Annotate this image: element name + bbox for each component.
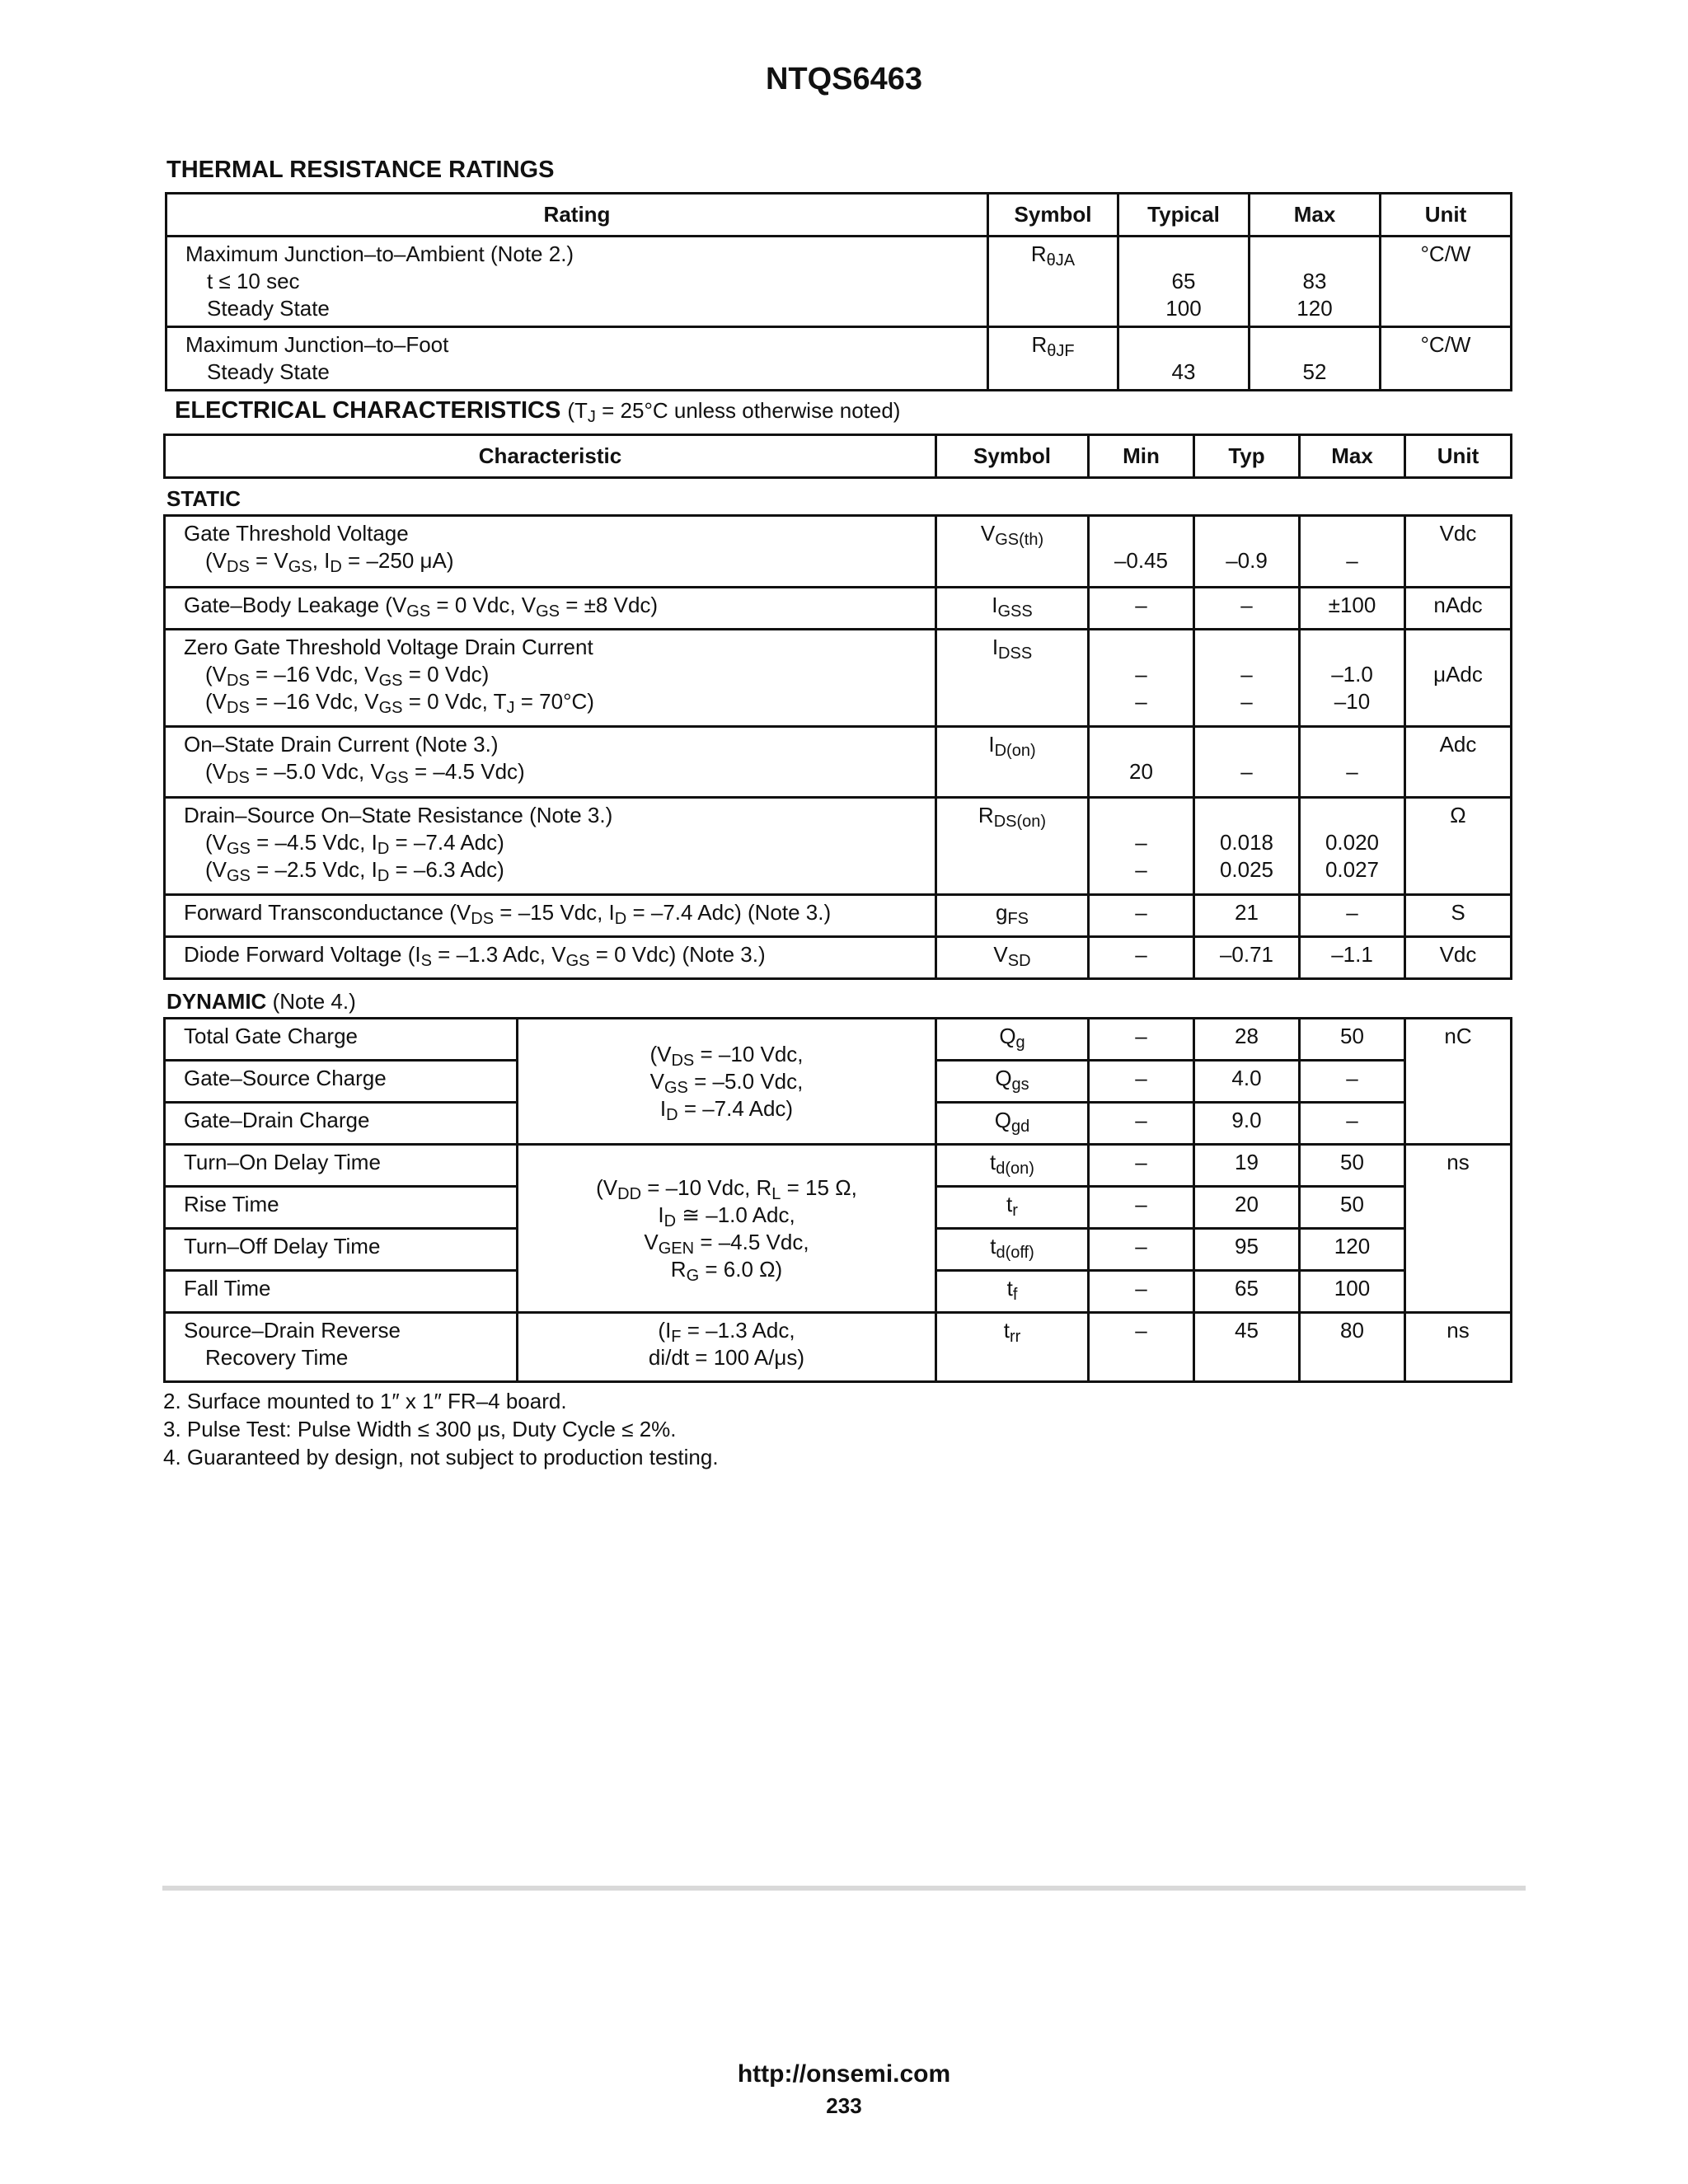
typ-cell: – [1194, 727, 1300, 798]
col-header-rating: Rating [166, 194, 988, 237]
characteristic-name: Source–Drain Reverse [184, 1318, 401, 1343]
table-row [166, 237, 1512, 327]
max-cell: –1.1 [1300, 937, 1405, 979]
min-cell: – [1089, 1313, 1194, 1382]
min-cell: – [1089, 895, 1194, 937]
electrical-condition: ($T_J = 25^\circ C$ unless otherwise noted) [567, 398, 901, 426]
col-header-max: Max [1300, 435, 1405, 478]
table-row [165, 516, 1512, 588]
rating-condition: Steady State [207, 359, 330, 384]
max-cell: 120 [1300, 1229, 1405, 1271]
characteristic-name: Turn–On Delay Time [165, 1145, 518, 1187]
max-cell: ±100 [1300, 588, 1405, 630]
symbol-cell: $R_{\theta JF}$ [988, 327, 1118, 391]
symbol-cell: $Q_{gd}$ [936, 1103, 1089, 1145]
characteristic-name: Rise Time [165, 1187, 518, 1229]
min-cell: – – [1089, 630, 1194, 727]
characteristic-name: On–State Drain Current (Note 3.) [184, 732, 499, 757]
footnote: 3. Pulse Test: Pulse Width ≤ 300 μs, Duty Cycle ≤ 2%. [163, 1417, 677, 1441]
col-header-unit: Unit [1381, 194, 1512, 237]
max-cell: 50 [1300, 1019, 1405, 1061]
test-condition: ($V_{DD} = -10$ Vdc, $R_L = 15$ Ω, $I_D$ ≅ –1.0 Adc, $V_{GEN} = -4.5$ Vdc, $R_G = 6.0$ Ω) [518, 1145, 936, 1313]
min-cell: – [1089, 1229, 1194, 1271]
typ-cell: 45 [1194, 1313, 1300, 1382]
typ-cell: 65 [1194, 1271, 1300, 1313]
min-cell: – [1089, 1187, 1194, 1229]
table-row [165, 727, 1512, 798]
table-row [165, 895, 1512, 937]
col-header-symbol: Symbol [936, 435, 1089, 478]
footnote: 2. Surface mounted to 1″ x 1″ FR–4 board. [163, 1389, 567, 1413]
typ-cell: 0.018 0.025 [1194, 798, 1300, 895]
dynamic-table [163, 1017, 1512, 1383]
table-row [165, 588, 1512, 630]
static-label: STATIC [166, 486, 241, 511]
static-table [163, 514, 1512, 980]
unit-cell: nC [1405, 1019, 1512, 1145]
unit-cell: Ω [1405, 798, 1512, 895]
typ-cell: –0.71 [1194, 937, 1300, 979]
test-condition: ($V_{GS} = -4.5$ Vdc, $I_D = -7.4$ Adc) [205, 830, 504, 858]
col-header-min: Min [1089, 435, 1194, 478]
characteristic-name: Diode Forward Voltage ($I_S = -1.3$ Adc, $V_{GS} = 0$ Vdc) (Note 3.) [165, 937, 936, 979]
col-header-characteristic: Characteristic [165, 435, 936, 478]
typ-cell: 4.0 [1194, 1061, 1300, 1103]
min-cell: – [1089, 1271, 1194, 1313]
typ-cell: 20 [1194, 1187, 1300, 1229]
table-row [165, 798, 1512, 895]
electrical-header-row [165, 435, 1512, 478]
rating-condition: Steady State [207, 296, 330, 321]
characteristic-name: Drain–Source On–State Resistance (Note 3.) [184, 803, 613, 827]
table-row [165, 630, 1512, 727]
typ-cell: – – [1194, 630, 1300, 727]
typ-cell: 28 [1194, 1019, 1300, 1061]
test-condition: ($V_{GS} = -2.5$ Vdc, $I_D = -6.3$ Adc) [205, 857, 504, 885]
symbol-cell: $R_{DS(on)}$ [936, 798, 1089, 895]
thermal-header-row [166, 194, 1512, 237]
min-cell: – [1089, 588, 1194, 630]
min-cell: –0.45 [1089, 516, 1194, 588]
max-cell: – [1300, 727, 1405, 798]
symbol-cell: $t_{d(on)}$ [936, 1145, 1089, 1187]
symbol-cell: $I_{D(on)}$ [936, 727, 1089, 798]
rating-name: Maximum Junction–to–Ambient (Note 2.) [185, 241, 574, 266]
max-cell: 83 120 [1250, 237, 1381, 327]
part-number-title: NTQS6463 [765, 62, 923, 96]
characteristic-name: Fall Time [165, 1271, 518, 1313]
symbol-cell: $t_{rr}$ [936, 1313, 1089, 1382]
characteristic-name: Turn–Off Delay Time [165, 1229, 518, 1271]
unit-cell: μAdc [1405, 630, 1512, 727]
footer-url[interactable]: http://onsemi.com [737, 2060, 951, 2088]
col-header-unit: Unit [1405, 435, 1512, 478]
min-cell: 20 [1089, 727, 1194, 798]
max-cell: – [1300, 1061, 1405, 1103]
table-row [166, 327, 1512, 391]
typ-cell: – [1194, 588, 1300, 630]
characteristic-name: Forward Transconductance ($V_{DS} = -15$ Vdc, $I_D = -7.4$ Adc) (Note 3.) [165, 895, 936, 937]
footnote: 4. Guaranteed by design, not subject to production testing. [163, 1445, 719, 1469]
max-cell: – [1300, 1103, 1405, 1145]
thermal-heading: THERMAL RESISTANCE RATINGS [166, 157, 555, 183]
max-cell: –1.0 –10 [1300, 630, 1405, 727]
thermal-table [165, 192, 1512, 391]
symbol-cell: $R_{\theta JA}$ [988, 237, 1118, 327]
test-condition: ($V_{DS} = -5.0$ Vdc, $V_{GS} = -4.5$ Vdc) [205, 759, 525, 787]
symbol-cell: $g_{FS}$ [936, 895, 1089, 937]
max-cell: 50 [1300, 1187, 1405, 1229]
max-cell: 0.020 0.027 [1300, 798, 1405, 895]
symbol-cell: $t_r$ [936, 1187, 1089, 1229]
footer-divider [162, 1886, 1526, 1891]
characteristic-name: Gate–Body Leakage ($V_{GS} = 0$ Vdc, $V_{GS} = \pm 8$ Vdc) [165, 588, 936, 630]
unit-cell: nAdc [1405, 588, 1512, 630]
test-condition: ($V_{DS} = -16$ Vdc, $V_{GS} = 0$ Vdc, $T_J = 70^\circ C$) [205, 689, 594, 717]
min-cell: – [1089, 1061, 1194, 1103]
symbol-cell: $t_{d(off)}$ [936, 1229, 1089, 1271]
rating-name: Maximum Junction–to–Foot [185, 332, 449, 357]
unit-cell: °C/W [1381, 237, 1512, 327]
symbol-cell: $V_{SD}$ [936, 937, 1089, 979]
max-cell: 50 [1300, 1145, 1405, 1187]
dynamic-label: DYNAMIC (Note 4.) [166, 989, 356, 1014]
characteristic-name: Gate–Drain Charge [165, 1103, 518, 1145]
characteristic-name: Recovery Time [205, 1345, 349, 1370]
unit-cell: Vdc [1405, 516, 1512, 588]
min-cell: – [1089, 937, 1194, 979]
symbol-cell: $I_{GSS}$ [936, 588, 1089, 630]
typical-cell: 65 100 [1118, 237, 1250, 327]
typ-cell: 21 [1194, 895, 1300, 937]
typ-cell: –0.9 [1194, 516, 1300, 588]
test-condition: ($V_{DS} = -16$ Vdc, $V_{GS} = 0$ Vdc) [205, 662, 490, 690]
typ-cell: 95 [1194, 1229, 1300, 1271]
page-number: 233 [826, 2093, 862, 2118]
table-row [165, 1019, 1512, 1061]
min-cell: – [1089, 1103, 1194, 1145]
test-condition: ($V_{DS} = -10$ Vdc, $V_{GS} = -5.0$ Vdc, $I_D = -7.4$ Adc) [518, 1019, 936, 1145]
symbol-cell: $V_{GS(th)}$ [936, 516, 1089, 588]
typ-cell: 9.0 [1194, 1103, 1300, 1145]
characteristic-name: Gate Threshold Voltage [184, 521, 409, 546]
rating-condition: t ≤ 10 sec [207, 269, 300, 293]
table-row [165, 1145, 1512, 1187]
col-header-typ: Typ [1194, 435, 1300, 478]
characteristic-name: Gate–Source Charge [165, 1061, 518, 1103]
symbol-cell: $Q_{gs}$ [936, 1061, 1089, 1103]
min-cell: – – [1089, 798, 1194, 895]
test-condition: ($I_F = -1.3$ Adc, di/dt = 100 A/μs) [518, 1313, 936, 1382]
unit-cell: °C/W [1381, 327, 1512, 391]
col-header-symbol: Symbol [988, 194, 1118, 237]
characteristic-name: Zero Gate Threshold Voltage Drain Current [184, 635, 593, 659]
symbol-cell: $Q_g$ [936, 1019, 1089, 1061]
max-cell: 80 [1300, 1313, 1405, 1382]
unit-cell: S [1405, 895, 1512, 937]
unit-cell: ns [1405, 1313, 1512, 1382]
max-cell: 52 [1250, 327, 1381, 391]
symbol-cell: $I_{DSS}$ [936, 630, 1089, 727]
test-condition: ($V_{DS} = V_{GS}$, $I_D = -250$ μA) [205, 548, 454, 576]
electrical-header-table [163, 434, 1512, 479]
min-cell: – [1089, 1145, 1194, 1187]
col-header-max: Max [1250, 194, 1381, 237]
max-cell: 100 [1300, 1271, 1405, 1313]
characteristic-name: Total Gate Charge [165, 1019, 518, 1061]
typical-cell: 43 [1118, 327, 1250, 391]
unit-cell: Vdc [1405, 937, 1512, 979]
electrical-heading: ELECTRICAL CHARACTERISTICS ($T_J = 25^\circ C$ unless otherwise noted) [175, 397, 901, 426]
min-cell: – [1089, 1019, 1194, 1061]
col-header-typical: Typical [1118, 194, 1250, 237]
table-row [165, 937, 1512, 979]
typ-cell: 19 [1194, 1145, 1300, 1187]
footnotes [163, 1387, 719, 1471]
symbol-cell: $t_f$ [936, 1271, 1089, 1313]
max-cell: – [1300, 516, 1405, 588]
unit-cell: ns [1405, 1145, 1512, 1313]
unit-cell: Adc [1405, 727, 1512, 798]
max-cell: – [1300, 895, 1405, 937]
table-row [165, 1313, 1512, 1382]
